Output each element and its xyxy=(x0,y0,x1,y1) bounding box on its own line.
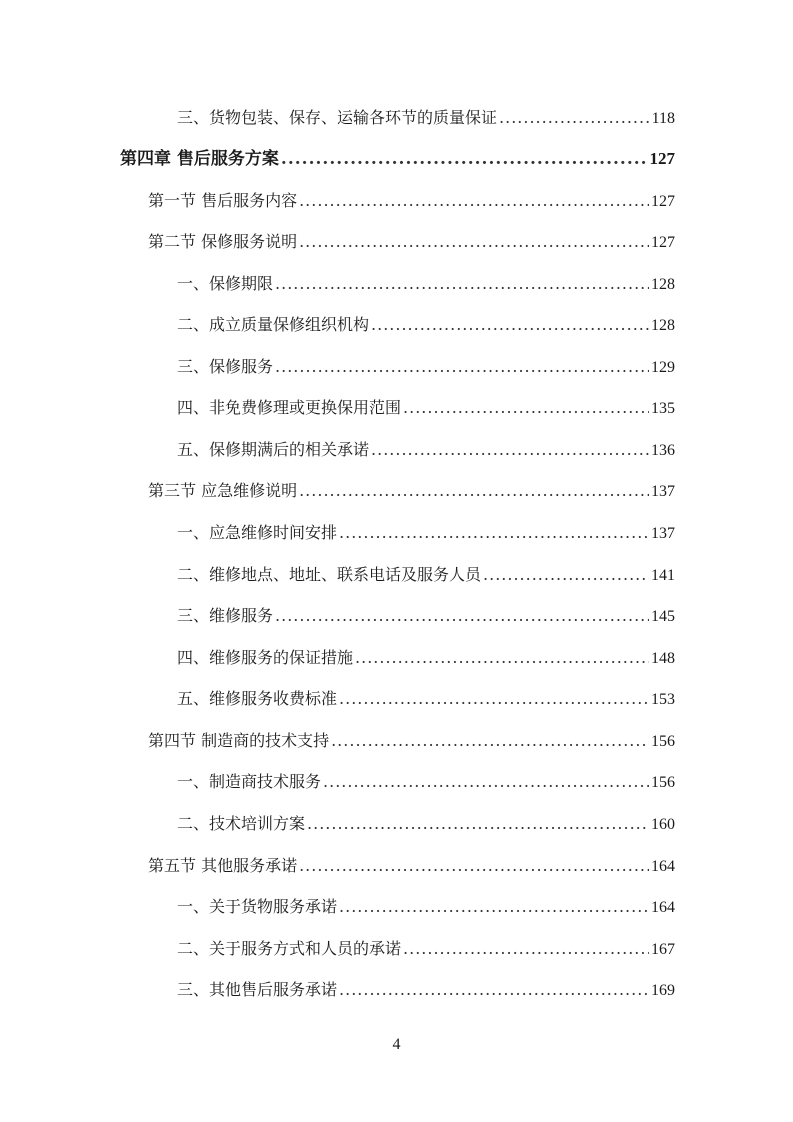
toc-entry-page: 164 xyxy=(651,899,675,916)
toc-entry-title: 第三节 应急维修说明 xyxy=(148,481,298,500)
toc-entry-title: 四、非免费修理或更换保用范围 xyxy=(177,398,402,417)
toc-dot-leader xyxy=(339,687,649,711)
toc-entry[interactable] xyxy=(177,396,675,420)
toc-dot-leader xyxy=(275,272,649,296)
toc-entry-section[interactable] xyxy=(148,729,675,753)
toc-entry-title: 第五节 其他服务承诺 xyxy=(148,856,298,875)
toc-dot-leader xyxy=(299,189,649,213)
toc-entry[interactable] xyxy=(177,646,675,670)
toc-entry-page: 167 xyxy=(651,941,675,958)
page-number: 4 xyxy=(392,1036,401,1053)
toc-entry-title: 第二节 保修服务说明 xyxy=(148,232,298,251)
toc-entry-section[interactable] xyxy=(148,479,675,503)
toc-entry-page: 127 xyxy=(649,149,675,168)
toc-entry-title: 第四章 售后服务方案 xyxy=(120,149,279,169)
toc-entry-title: 第一节 售后服务内容 xyxy=(148,191,298,210)
toc-dot-leader xyxy=(499,106,650,130)
toc-dot-leader xyxy=(371,313,649,337)
toc-dot-leader xyxy=(403,396,649,420)
toc-entry-page: 127 xyxy=(651,234,675,251)
toc-entry[interactable] xyxy=(177,521,675,545)
toc-entry-section[interactable] xyxy=(148,189,675,213)
toc-entry-page: 137 xyxy=(651,483,675,500)
toc-entry-page: 128 xyxy=(651,276,675,293)
toc-dot-leader xyxy=(339,521,649,545)
toc-entry-page: 135 xyxy=(651,400,675,417)
toc-entry-page: 127 xyxy=(651,193,675,210)
toc-dot-leader xyxy=(339,895,649,919)
toc-entry[interactable] xyxy=(177,272,675,296)
toc-dot-leader xyxy=(483,563,649,587)
toc-entry[interactable] xyxy=(177,978,675,1002)
toc-dot-leader xyxy=(299,230,649,254)
toc-dot-leader xyxy=(275,355,649,379)
toc-entry[interactable] xyxy=(177,687,675,711)
toc-entry-page: 148 xyxy=(651,650,675,667)
toc-entry-page: 145 xyxy=(651,608,675,625)
toc-entry-page: 156 xyxy=(651,774,675,791)
toc-dot-leader xyxy=(331,729,649,753)
toc-entry-chapter[interactable] xyxy=(120,147,675,171)
toc-entry-page: 164 xyxy=(651,858,675,875)
toc-entry-title: 四、维修服务的保证措施 xyxy=(177,648,354,667)
toc-entry[interactable] xyxy=(177,355,675,379)
toc-dot-leader xyxy=(299,479,649,503)
toc-entry-title: 三、维修服务 xyxy=(177,606,274,625)
toc-entry-section[interactable] xyxy=(148,854,675,878)
toc-entry[interactable] xyxy=(177,313,675,337)
toc-entry-title: 二、技术培训方案 xyxy=(177,814,306,833)
toc-entry-title: 一、制造商技术服务 xyxy=(177,772,322,791)
toc-entry-title: 三、其他售后服务承诺 xyxy=(177,980,338,999)
toc-entry[interactable] xyxy=(177,895,675,919)
toc-entry-title: 二、维修地点、地址、联系电话及服务人员 xyxy=(177,565,482,584)
toc-entry-title: 二、成立质量保修组织机构 xyxy=(177,315,370,334)
toc-entry[interactable] xyxy=(177,438,675,462)
toc-entry[interactable] xyxy=(177,770,675,794)
toc-entry[interactable] xyxy=(177,106,675,130)
toc-dot-leader xyxy=(403,937,649,961)
toc-entry-page: 169 xyxy=(651,982,675,999)
toc-entry-page: 118 xyxy=(651,110,675,127)
toc-entry-title: 二、关于服务方式和人员的承诺 xyxy=(177,939,402,958)
toc-dot-leader xyxy=(275,604,649,628)
toc-dot-leader xyxy=(371,438,649,462)
toc-dot-leader xyxy=(339,978,649,1002)
toc-entry-page: 136 xyxy=(651,442,675,459)
toc-dot-leader xyxy=(355,646,649,670)
toc-entry-section[interactable] xyxy=(148,230,675,254)
toc-entry-page: 141 xyxy=(651,567,675,584)
toc-entry[interactable] xyxy=(177,937,675,961)
toc-entry-title: 一、应急维修时间安排 xyxy=(177,523,338,542)
toc-dot-leader xyxy=(299,854,649,878)
toc-entry-title: 一、关于货物服务承诺 xyxy=(177,897,338,916)
toc-entry-title: 五、维修服务收费标准 xyxy=(177,689,338,708)
toc-entry-title: 第四节 制造商的技术支持 xyxy=(148,731,330,750)
toc-entry-title: 一、保修期限 xyxy=(177,274,274,293)
toc-entry-page: 128 xyxy=(651,317,675,334)
toc-entry-page: 160 xyxy=(651,816,675,833)
toc-entry-page: 129 xyxy=(651,359,675,376)
toc-entry-page: 156 xyxy=(651,733,675,750)
toc-entry-title: 三、货物包装、保存、运输各环节的质量保证 xyxy=(177,108,498,127)
toc-dot-leader xyxy=(323,770,649,794)
toc-dot-leader xyxy=(281,147,648,171)
toc-entry-title: 三、保修服务 xyxy=(177,357,274,376)
toc-entry[interactable] xyxy=(177,604,675,628)
toc-entry-title: 五、保修期满后的相关承诺 xyxy=(177,440,370,459)
toc-entry[interactable] xyxy=(177,812,675,836)
toc-entry-page: 153 xyxy=(651,691,675,708)
toc-entry-page: 137 xyxy=(651,525,675,542)
toc-entry[interactable] xyxy=(177,563,675,587)
toc-dot-leader xyxy=(307,812,649,836)
